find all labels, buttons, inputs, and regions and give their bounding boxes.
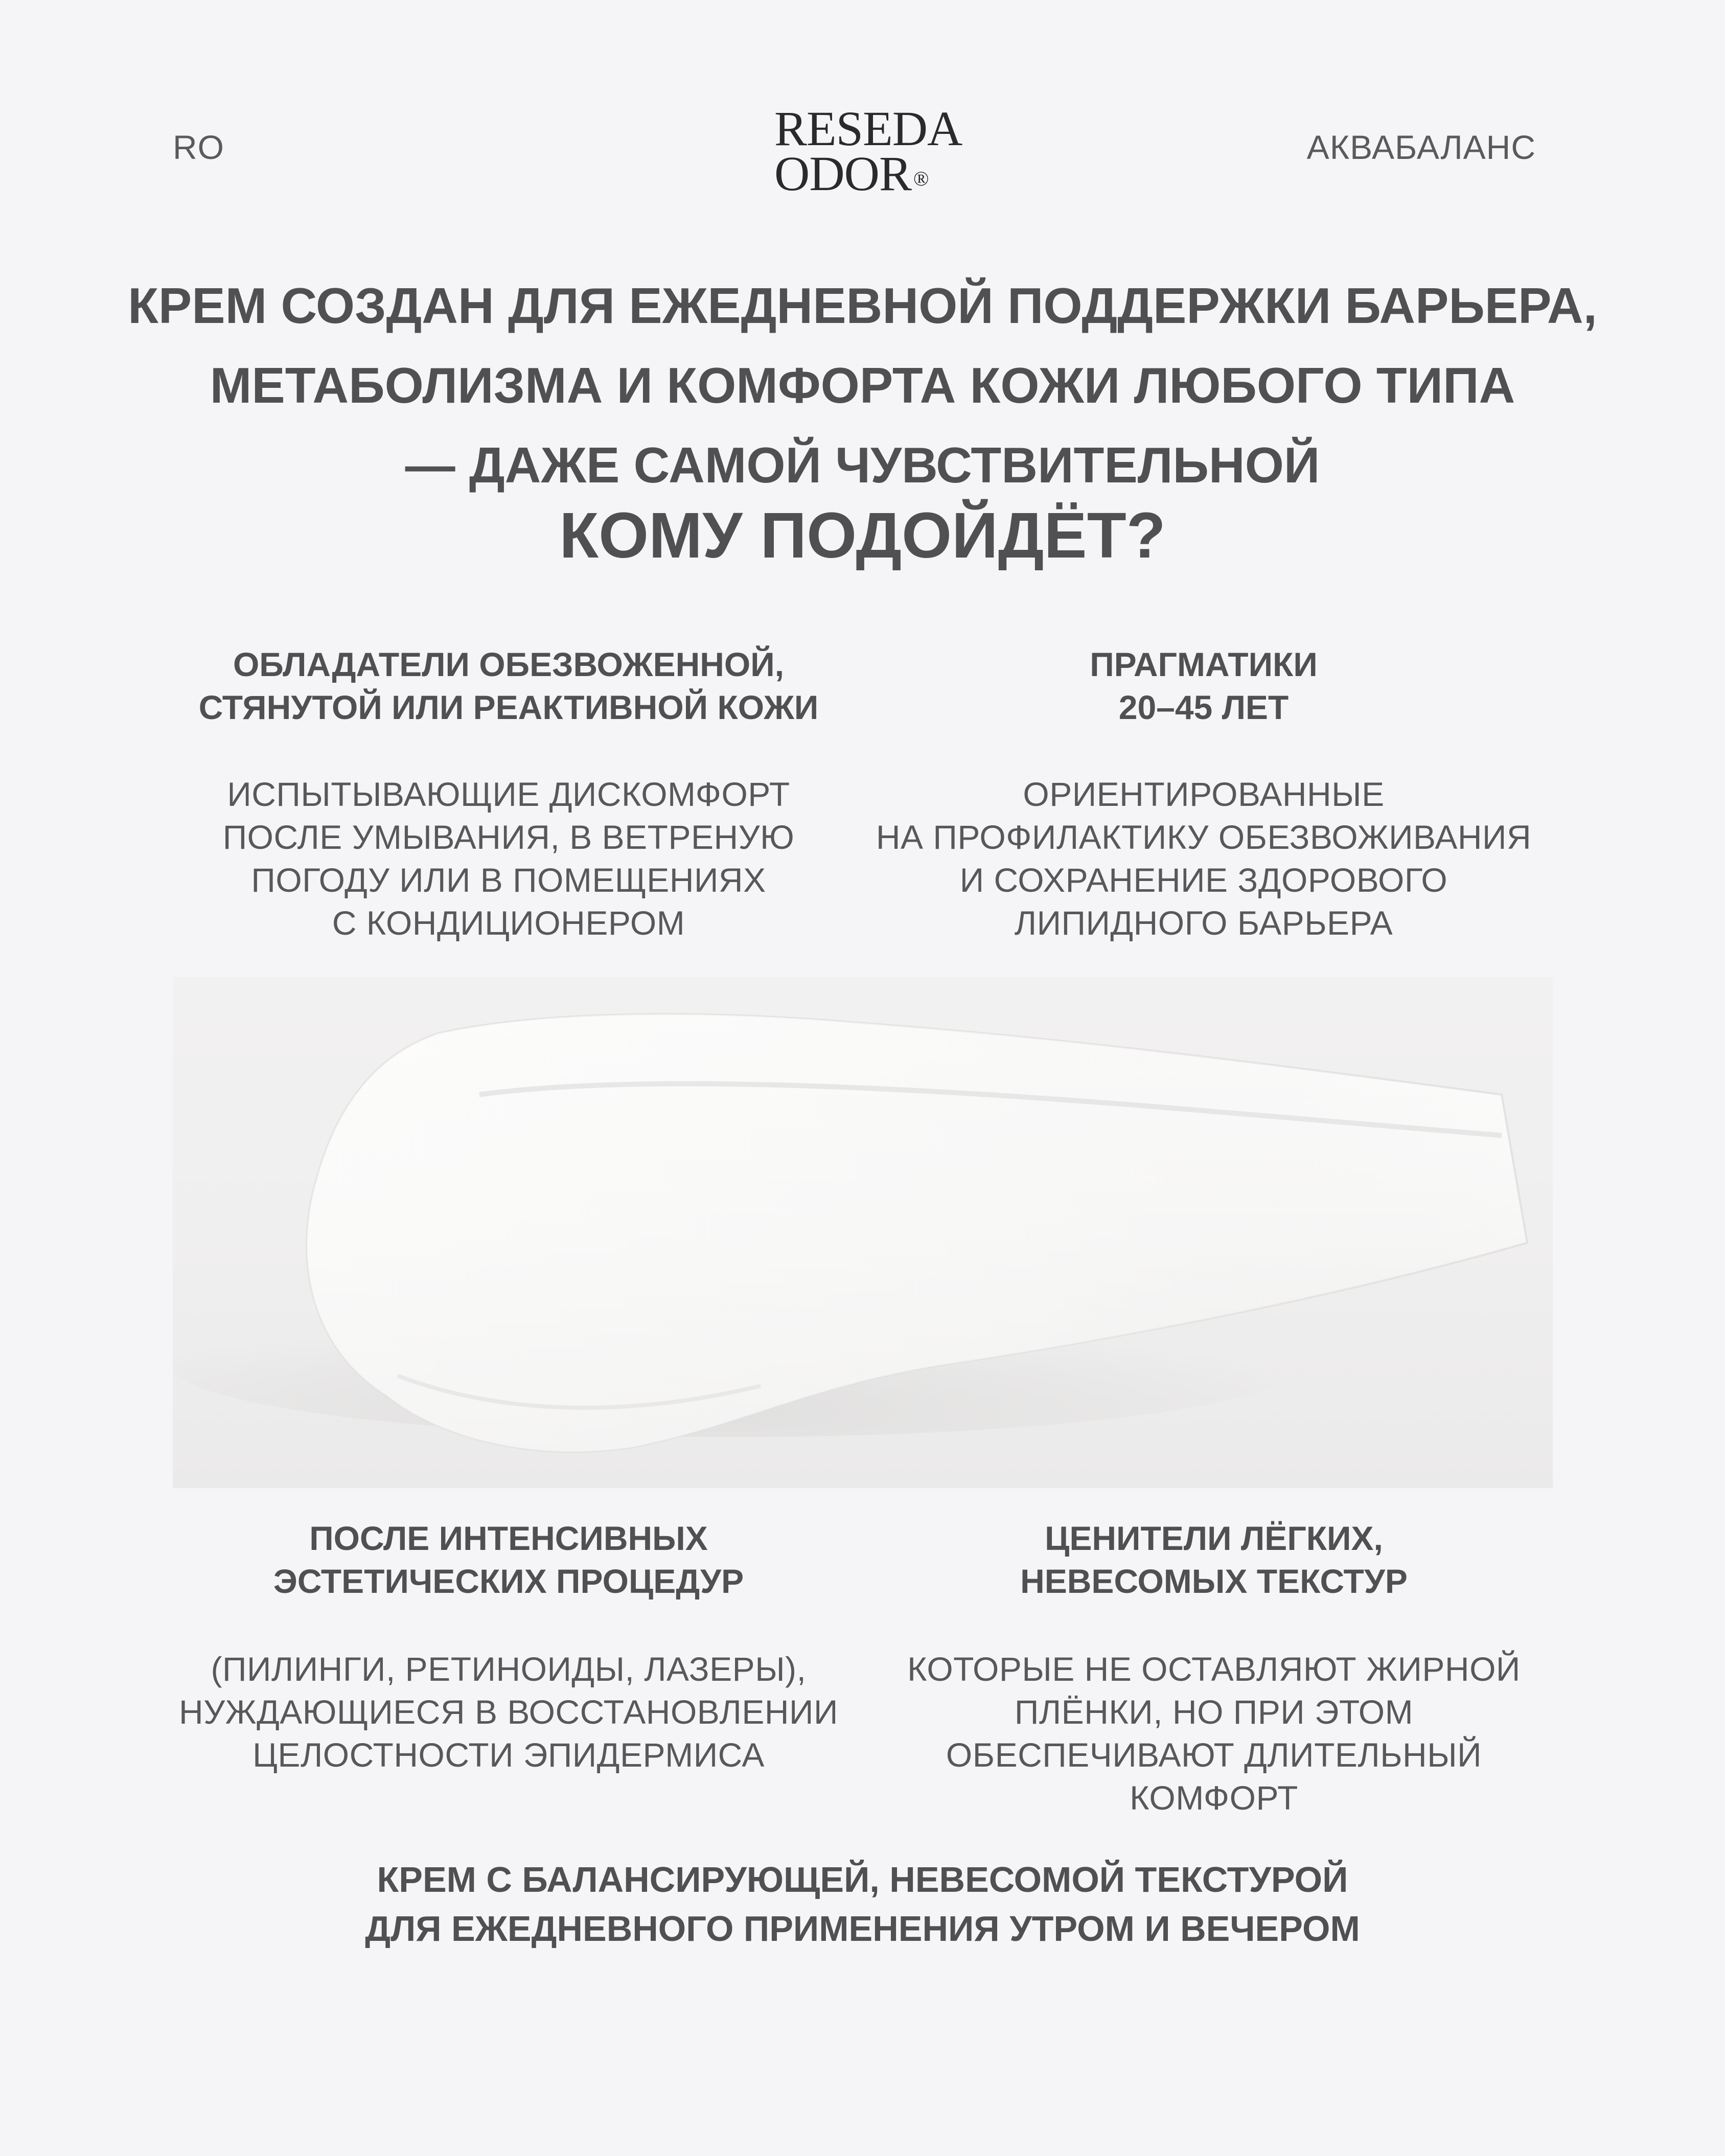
registered-mark: ® (913, 167, 929, 190)
brand-logo (774, 101, 962, 201)
audience-text-pragmatists: ОРИЕНТИРОВАННЫЕ НА ПРОФИЛАКТИКУ ОБЕЗВОЖИВАНИЯ И СОХРАНЕНИЕ ЗДОРОВОГО ЛИПИДНОГО БАРЬЕРА (876, 775, 1532, 942)
language-code: RO (173, 128, 224, 166)
audience-text-light-textures: КОТОРЫЕ НЕ ОСТАВЛЯЮТ ЖИРНОЙ ПЛЁНКИ, НО ПРИ ЭТОМ ОБЕСПЕЧИВАЮТ ДЛИТЕЛЬНЫЙ КОМФОРТ (907, 1650, 1521, 1817)
intro-line: МЕТАБОЛИЗМА И КОМФОРТА КОЖИ ЛЮБОГО ТИПА (210, 357, 1515, 413)
intro-line: — ДАЖЕ САМОЙ ЧУВСТВИТЕЛЬНОЙ (405, 437, 1320, 493)
audience-text-dehydrated-skin: ИСПЫТЫВАЮЩИЕ ДИСКОМФОРТ ПОСЛЕ УМЫВАНИЯ, В ВЕТРЕНУЮ ПОГОДУ ИЛИ В ПОМЕЩЕНИЯХ С КОНДИЦИОНЕРОМ (222, 775, 795, 942)
intro-line: КРЕМ СОЗДАН ДЛЯ ЕЖЕДНЕВНОЙ ПОДДЕРЖКИ БАРЬЕРА, (128, 277, 1597, 334)
audience-text-after-procedures: (ПИЛИНГИ, РЕТИНОИДЫ, ЛАЗЕРЫ), НУЖДАЮЩИЕСЯ В ВОССТАНОВЛЕНИИ ЦЕЛОСТНОСТИ ЭПИДЕРМИСА (179, 1650, 838, 1774)
cream-texture-image (173, 977, 1553, 1488)
audience-title-pragmatists: ПРАГМАТИКИ 20–45 ЛЕТ (1090, 645, 1318, 726)
intro-statement (102, 266, 1623, 505)
footer-statement: КРЕМ С БАЛАНСИРУЮЩЕЙ, НЕВЕСОМОЙ ТЕКСТУРОЙ ДЛЯ ЕЖЕДНЕВНОГО ПРИМЕНЕНИЯ УТРОМ И ВЕЧЕРОМ (365, 1860, 1360, 1949)
cream-swatch-illustration (173, 977, 1553, 1488)
section-title: КОМУ ПОДОЙДЁТ? (559, 499, 1166, 571)
logo-line-2: ODOR ® (774, 146, 929, 201)
audience-title-dehydrated-skin: ОБЛАДАТЕЛИ ОБЕЗВОЖЕННОЙ, СТЯНУТОЙ ИЛИ РЕАКТИВНОЙ КОЖИ (198, 645, 819, 726)
logo-line-1: RESEDA (774, 101, 962, 156)
audience-title-after-procedures: ПОСЛЕ ИНТЕНСИВНЫХ ЭСТЕТИЧЕСКИХ ПРОЦЕДУР (273, 1519, 744, 1600)
audience-title-light-textures: ЦЕНИТЕЛИ ЛЁГКИХ, НЕВЕСОМЫХ ТЕКСТУР (1020, 1519, 1408, 1600)
product-name: АКВАБАЛАНС (1306, 128, 1536, 166)
